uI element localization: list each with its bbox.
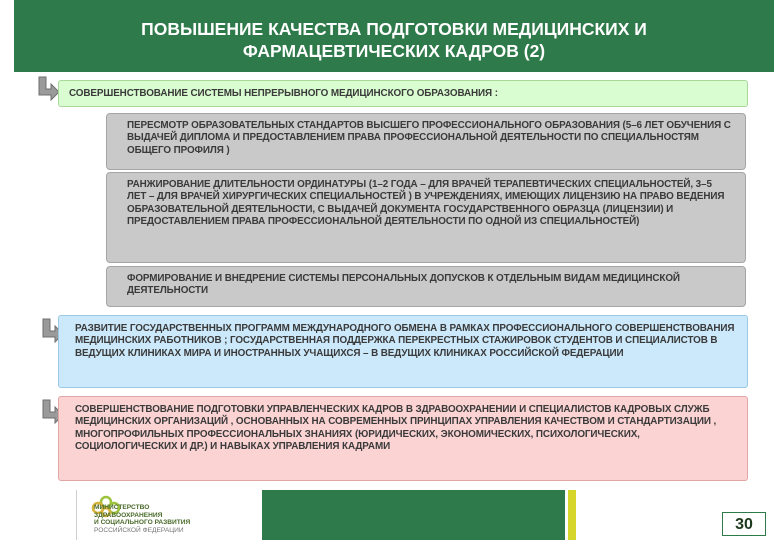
- page-number: 30: [722, 512, 766, 536]
- ministry-name: [94, 504, 190, 534]
- bent-arrow-icon: [36, 76, 60, 102]
- education-standards-box: ПЕРЕСМОТР ОБРАЗОВАТЕЛЬНЫХ СТАНДАРТОВ ВЫСШЕГО ПРОФЕССИОНАЛЬНОГО ОБРАЗОВАНИЯ (5–6 ЛЕТ ОБУЧЕНИЯ С ВЫДАЧЕЙ ДИПЛОМА И ПРЕДОСТАВЛЕНИЕМ ПРАВА ПРОФЕССИОНАЛЬНОЙ ДЕЯТЕЛЬНОСТИ ПО СПЕЦИАЛЬНОСТЯМ ОБЩЕГО ПРОФИЛЯ ): [106, 113, 746, 170]
- continuous-education-box: СОВЕРШЕНСТВОВАНИЕ СИСТЕМЫ НЕПРЕРЫВНОГО МЕДИЦИНСКОГО ОБРАЗОВАНИЯ :: [58, 80, 748, 107]
- slide-title-line2: ФАРМАЦЕВТИЧЕСКИХ КАДРОВ (2): [242, 41, 546, 61]
- personal-admission-box: ФОРМИРОВАНИЕ И ВНЕДРЕНИЕ СИСТЕМЫ ПЕРСОНАЛЬНЫХ ДОПУСКОВ К ОТДЕЛЬНЫМ ВИДАМ МЕДИЦИНСКОЙ ДЕЯТЕЛЬНОСТИ: [106, 266, 746, 307]
- slide-title-line1: ПОВЫШЕНИЕ КАЧЕСТВА ПОДГОТОВКИ МЕДИЦИНСКИХ И: [141, 19, 647, 39]
- ministry-line-1: МИНИСТЕРСТВО: [94, 504, 150, 511]
- footer-green-bar: [262, 490, 565, 540]
- footer-yellow-strip: [568, 490, 576, 540]
- slide-title: [14, 0, 774, 72]
- international-exchange-box: РАЗВИТИЕ ГОСУДАРСТВЕННЫХ ПРОГРАММ МЕЖДУНАРОДНОГО ОБМЕНА В РАМКАХ ПРОФЕССИОНАЛЬНОГО СОВЕРШЕНСТВОВАНИЯ МЕДИЦИНСКИХ РАБОТНИКОВ ; ГОСУДАРСТВЕННАЯ ПОДДЕРЖКА ПЕРЕКРЕСТНЫХ СТАЖИРОВОК СТУДЕНТОВ И СПЕЦИАЛИСТОВ В ВЕДУЩИХ КЛИНИКАХ МИРА И ИНОСТРАННЫХ УЧАЩИХСЯ – В ВЕДУЩИХ КЛИНИКАХ РОССИЙСКОЙ ФЕДЕРАЦИИ: [58, 315, 748, 388]
- residency-duration-box: РАНЖИРОВАНИЕ ДЛИТЕЛЬНОСТИ ОРДИНАТУРЫ (1–2 ГОДА – ДЛЯ ВРАЧЕЙ ТЕРАПЕВТИЧЕСКИХ СПЕЦИАЛЬНОСТЕЙ, 3–5 ЛЕТ – ДЛЯ ВРАЧЕЙ ХИРУРГИЧЕСКИХ СПЕЦИАЛЬНОСТЕЙ ) В УЧРЕЖДЕНИЯХ, ИМЕЮЩИХ ЛИЦЕНЗИЮ НА ПРАВО ВЕДЕНИЯ ОБРАЗОВАТЕЛЬНОЙ ДЕЯТЕЛЬНОСТИ, С ВЫДАЧЕЙ ДОКУМЕНТА ГОСУДАРСТВЕННОГО ОБРАЗЦА (ЛИЦЕНЗИИ) И ПРЕДОСТАВЛЕНИЕМ ПРАВА ПРОФЕССИОНАЛЬНОЙ ДЕЯТЕЛЬНОСТИ ПО ОДНОЙ ИЗ СПЕЦИАЛЬНОСТЕЙ): [106, 172, 746, 263]
- ministry-line-2: ЗДРАВООХРАНЕНИЯ: [94, 511, 163, 519]
- footer-divider: [76, 490, 77, 540]
- management-training-box: СОВЕРШЕНСТВОВАНИЕ ПОДГОТОВКИ УПРАВЛЕНЧЕСКИХ КАДРОВ В ЗДРАВООХРАНЕНИИ И СПЕЦИАЛИСТОВ КАДРОВЫХ СЛУЖБ МЕДИЦИНСКИХ ОРГАНИЗАЦИЙ , ОСНОВАННЫХ НА СОВРЕМЕННЫХ ПРИНЦИПАХ УПРАВЛЕНИЯ КАЧЕСТВОМ И СТАНДАРТИЗАЦИИ , МНОГОПРОФИЛЬНЫХ ПРОФЕССИОНАЛЬНЫХ ЗНАНИЯХ (ЮРИДИЧЕСКИХ, ЭКОНОМИЧЕСКИХ, ПСИХОЛОГИЧЕСКИХ, СОЦИОЛОГИЧЕСКИХ И ДР.) И НАВЫКАХ УПРАВЛЕНИЯ КАДРАМИ: [58, 396, 748, 481]
- ministry-line-3: И СОЦИАЛЬНОГО РАЗВИТИЯ: [94, 519, 191, 527]
- ministry-line-4: РОССИЙСКОЙ ФЕДЕРАЦИИ: [94, 526, 184, 534]
